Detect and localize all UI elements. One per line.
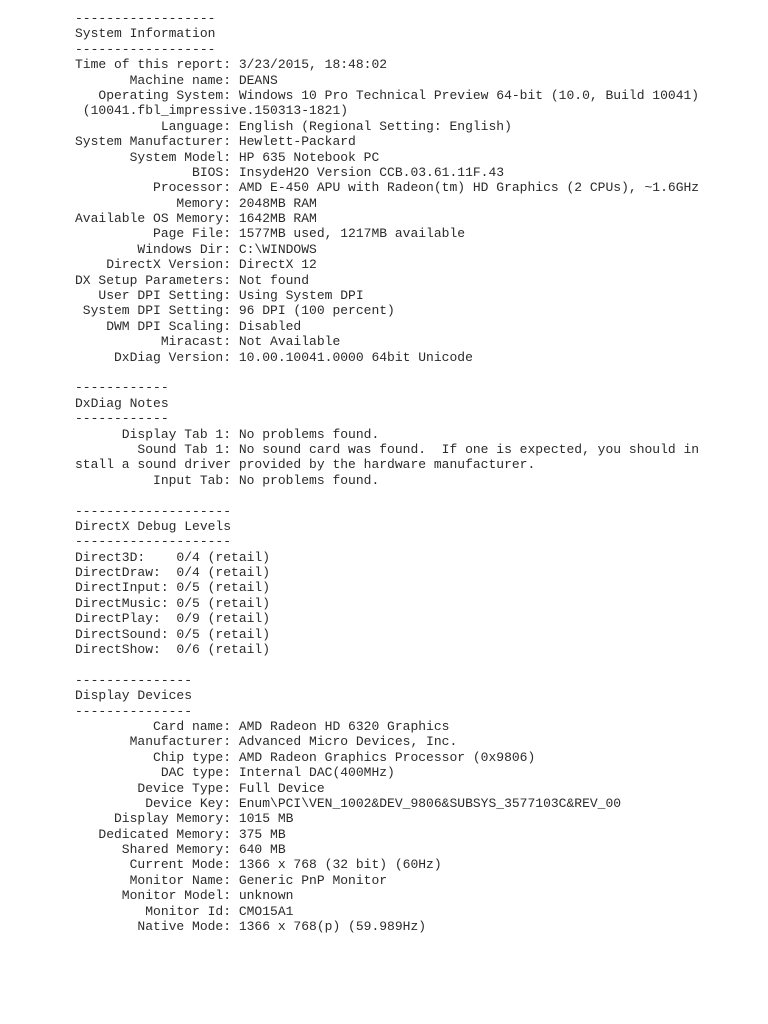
report-line: Shared Memory: 640 MB <box>75 842 286 858</box>
section-spacer <box>75 657 755 672</box>
section-rule: -------------------- <box>75 534 232 550</box>
report-line: System DPI Setting: 96 DPI (100 percent) <box>75 303 395 319</box>
report-line: DirectInput: 0/5 (retail) <box>75 580 271 596</box>
section-rule: -------------------- <box>75 503 232 519</box>
report-line: Manufacturer: Advanced Micro Devices, Inc. <box>75 734 458 750</box>
report-line: Sound Tab 1: No sound card was found. If one is expected, you should in <box>75 441 700 457</box>
report-line: Card name: AMD Radeon HD 6320 Graphics <box>75 718 450 734</box>
report-line: Chip type: AMD Radeon Graphics Processor (0x9806) <box>75 749 536 765</box>
report-line: Native Mode: 1366 x 768(p) (59.989Hz) <box>75 919 427 935</box>
report-line: DxDiag Version: 10.00.10041.0000 64bit Unicode <box>75 349 473 365</box>
report-line: stall a sound driver provided by the hardware manufacturer. <box>75 457 536 473</box>
report-line: Display Memory: 1015 MB <box>75 811 294 827</box>
report-line: Page File: 1577MB used, 1217MB available <box>75 226 466 242</box>
report-line: Current Mode: 1366 x 768 (32 bit) (60Hz) <box>75 857 442 873</box>
report-line: Device Type: Full Device <box>75 780 325 796</box>
section-heading: DxDiag Notes <box>75 395 169 411</box>
report-line: Direct3D: 0/4 (retail) <box>75 549 271 565</box>
report-line: Input Tab: No problems found. <box>75 472 380 488</box>
report-section <box>75 673 755 935</box>
section-heading: Display Devices <box>75 688 193 704</box>
report-line: Available OS Memory: 1642MB RAM <box>75 211 317 227</box>
report-section <box>75 504 755 673</box>
section-heading: System Information <box>75 26 216 42</box>
dxdiag-report <box>75 11 755 934</box>
report-line: DirectSound: 0/5 (retail) <box>75 626 271 642</box>
section-spacer <box>75 365 755 380</box>
report-line: Operating System: Windows 10 Pro Technical Preview 64-bit (10.0, Build 10041) <box>75 87 700 103</box>
section-rule: ------------------ <box>75 41 216 57</box>
report-line: Dedicated Memory: 375 MB <box>75 826 286 842</box>
report-section <box>75 11 755 380</box>
report-line: DirectPlay: 0/9 (retail) <box>75 611 271 627</box>
section-spacer <box>75 488 755 503</box>
section-rule: --------------- <box>75 703 193 719</box>
report-line: Device Key: Enum\PCI\VEN_1002&DEV_9806&SUBSYS_3577103C&REV_00 <box>75 795 622 811</box>
report-line: DirectShow: 0/6 (retail) <box>75 642 271 658</box>
report-line: System Manufacturer: Hewlett-Packard <box>75 134 356 150</box>
report-line: Processor: AMD E-450 APU with Radeon(tm) HD Graphics (2 CPUs), ~1.6GHz <box>75 180 700 196</box>
report-line: DWM DPI Scaling: Disabled <box>75 318 302 334</box>
report-line: Machine name: DEANS <box>75 72 278 88</box>
report-line: DAC type: Internal DAC(400MHz) <box>75 765 395 781</box>
report-line: Windows Dir: C:\WINDOWS <box>75 241 317 257</box>
report-line: DX Setup Parameters: Not found <box>75 272 310 288</box>
section-heading: DirectX Debug Levels <box>75 518 232 534</box>
section-rule: ------------------ <box>75 11 216 26</box>
report-line: Monitor Name: Generic PnP Monitor <box>75 872 388 888</box>
report-line: DirectMusic: 0/5 (retail) <box>75 595 271 611</box>
report-line: Language: English (Regional Setting: English) <box>75 118 512 134</box>
section-rule: --------------- <box>75 672 193 688</box>
report-line: User DPI Setting: Using System DPI <box>75 288 364 304</box>
report-line: System Model: HP 635 Notebook PC <box>75 149 380 165</box>
report-section <box>75 380 755 503</box>
section-rule: ------------ <box>75 411 169 427</box>
report-line: Memory: 2048MB RAM <box>75 195 317 211</box>
report-line: Miracast: Not Available <box>75 334 341 350</box>
report-line: Time of this report: 3/23/2015, 18:48:02 <box>75 57 388 73</box>
report-line: Display Tab 1: No problems found. <box>75 426 380 442</box>
report-line: Monitor Id: CMO15A1 <box>75 903 294 919</box>
report-line: DirectDraw: 0/4 (retail) <box>75 565 271 581</box>
report-line: BIOS: InsydeH2O Version CCB.03.61.11F.43 <box>75 164 505 180</box>
section-rule: ------------ <box>75 380 169 396</box>
report-line: (10041.fbl_impressive.150313-1821) <box>75 103 349 119</box>
report-line: Monitor Model: unknown <box>75 888 294 904</box>
report-line: DirectX Version: DirectX 12 <box>75 257 317 273</box>
